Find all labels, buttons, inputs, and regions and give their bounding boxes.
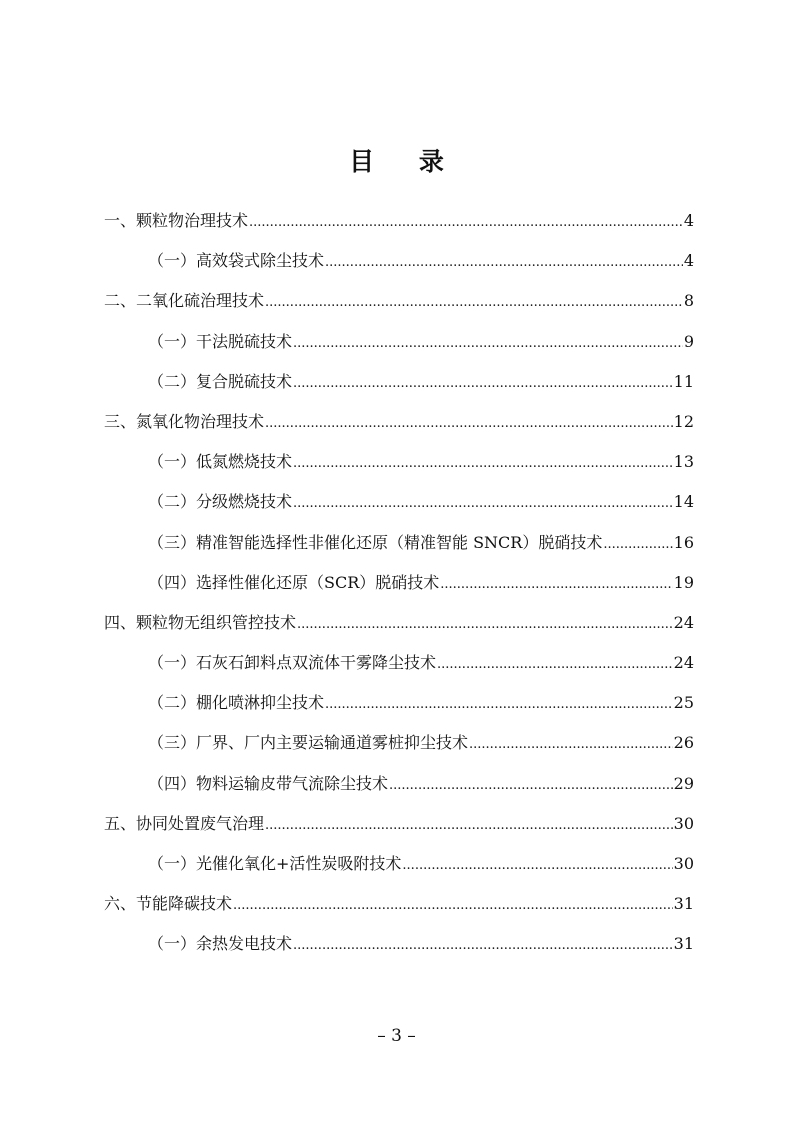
toc-entry-page: 24 [673, 612, 694, 632]
toc-leader-dots [293, 492, 673, 511]
toc-leader-dots [469, 733, 673, 752]
toc-entry-label: 六、节能降碳技术 [104, 894, 233, 914]
toc-entry[interactable] [104, 931, 694, 971]
toc-leader-dots [265, 412, 673, 431]
toc-entry-page: 25 [673, 693, 694, 713]
toc-entry-label: （三）精准智能选择性非催化还原（精准智能 SNCR）脱硝技术 [148, 532, 603, 552]
toc-entry-label: （二）分级燃烧技术 [148, 492, 293, 512]
toc-leader-dots [297, 613, 673, 632]
toc-entry-label: （一）余热发电技术 [148, 934, 293, 954]
toc-entry[interactable] [104, 650, 694, 690]
toc-entry-label: （一）低氮燃烧技术 [148, 452, 293, 472]
toc-entry[interactable] [104, 570, 694, 610]
toc-entry[interactable] [104, 409, 694, 449]
toc-entry-label: （一）高效袋式除尘技术 [148, 251, 325, 271]
toc-leader-dots [389, 774, 673, 793]
toc-entry-page: 19 [673, 572, 694, 592]
toc-entry[interactable] [104, 610, 694, 650]
toc-entry-page: 29 [673, 773, 694, 793]
toc-entry-page: 4 [683, 211, 694, 230]
toc-entry[interactable] [104, 369, 694, 409]
toc-entry[interactable] [104, 771, 694, 811]
toc-leader-dots [265, 814, 673, 833]
toc-leader-dots [437, 653, 673, 672]
toc-entry[interactable] [104, 208, 694, 248]
toc-entry-label: 一、颗粒物治理技术 [104, 211, 249, 230]
toc-leader-dots [293, 934, 673, 953]
table-of-contents [104, 208, 694, 972]
toc-entry-page: 9 [683, 331, 694, 351]
page-number: – 3 – [377, 1026, 416, 1046]
toc-entry-label: （三）厂界、厂内主要运输通道雾桩抑尘技术 [148, 733, 469, 753]
toc-leader-dots [603, 533, 672, 552]
toc-entry-page: 14 [673, 492, 694, 512]
toc-entry-label: （四）物料运输皮带气流除尘技术 [148, 773, 389, 793]
toc-entry[interactable] [104, 690, 694, 730]
toc-entry-label: （一）石灰石卸料点双流体干雾降尘技术 [148, 653, 437, 673]
toc-entry-page: 30 [673, 854, 694, 873]
toc-entry-label: 五、协同处置废气治理 [104, 813, 265, 833]
toc-entry[interactable] [104, 891, 694, 931]
toc-leader-dots [293, 452, 673, 471]
toc-leader-dots [265, 291, 683, 310]
toc-leader-dots [440, 573, 672, 592]
toc-entry-label: （一）干法脱硫技术 [148, 331, 293, 351]
toc-entry[interactable] [104, 811, 694, 851]
toc-entry-label: （四）选择性催化还原（SCR）脱硝技术 [148, 572, 440, 592]
toc-entry-page: 31 [673, 894, 694, 914]
toc-entry-page: 12 [673, 411, 694, 431]
toc-leader-dots [293, 332, 683, 351]
toc-entry-page: 26 [673, 733, 694, 753]
toc-entry-page: 31 [673, 934, 694, 954]
toc-leader-dots [325, 693, 673, 712]
page-title: 目 录 [349, 147, 462, 176]
toc-leader-dots [325, 251, 683, 270]
toc-leader-dots [249, 211, 683, 230]
toc-entry-label: （二）棚化喷淋抑尘技术 [148, 693, 325, 713]
toc-entry[interactable] [104, 851, 694, 891]
toc-entry-page: 30 [673, 813, 694, 833]
toc-entry-label: 四、颗粒物无组织管控技术 [104, 612, 297, 632]
toc-leader-dots [402, 854, 672, 873]
toc-entry-page: 11 [673, 371, 694, 391]
toc-entry[interactable] [104, 288, 694, 328]
toc-entry[interactable] [104, 530, 694, 570]
toc-entry[interactable] [104, 248, 694, 288]
toc-entry-label: 三、氮氧化物治理技术 [104, 411, 265, 431]
toc-entry[interactable] [104, 730, 694, 770]
toc-entry-page: 24 [673, 653, 694, 673]
toc-entry-label: （一）光催化氧化+活性炭吸附技术 [148, 854, 402, 873]
toc-entry-page: 8 [683, 291, 694, 311]
toc-entry[interactable] [104, 449, 694, 489]
toc-entry[interactable] [104, 489, 694, 529]
toc-entry[interactable] [104, 329, 694, 369]
toc-entry-label: 二、二氧化硫治理技术 [104, 291, 265, 311]
toc-entry-page: 13 [673, 452, 694, 472]
toc-entry-label: （二）复合脱硫技术 [148, 371, 293, 391]
toc-entry-page: 4 [683, 251, 694, 271]
toc-leader-dots [233, 894, 673, 913]
toc-leader-dots [293, 372, 673, 391]
toc-entry-page: 16 [673, 532, 694, 552]
